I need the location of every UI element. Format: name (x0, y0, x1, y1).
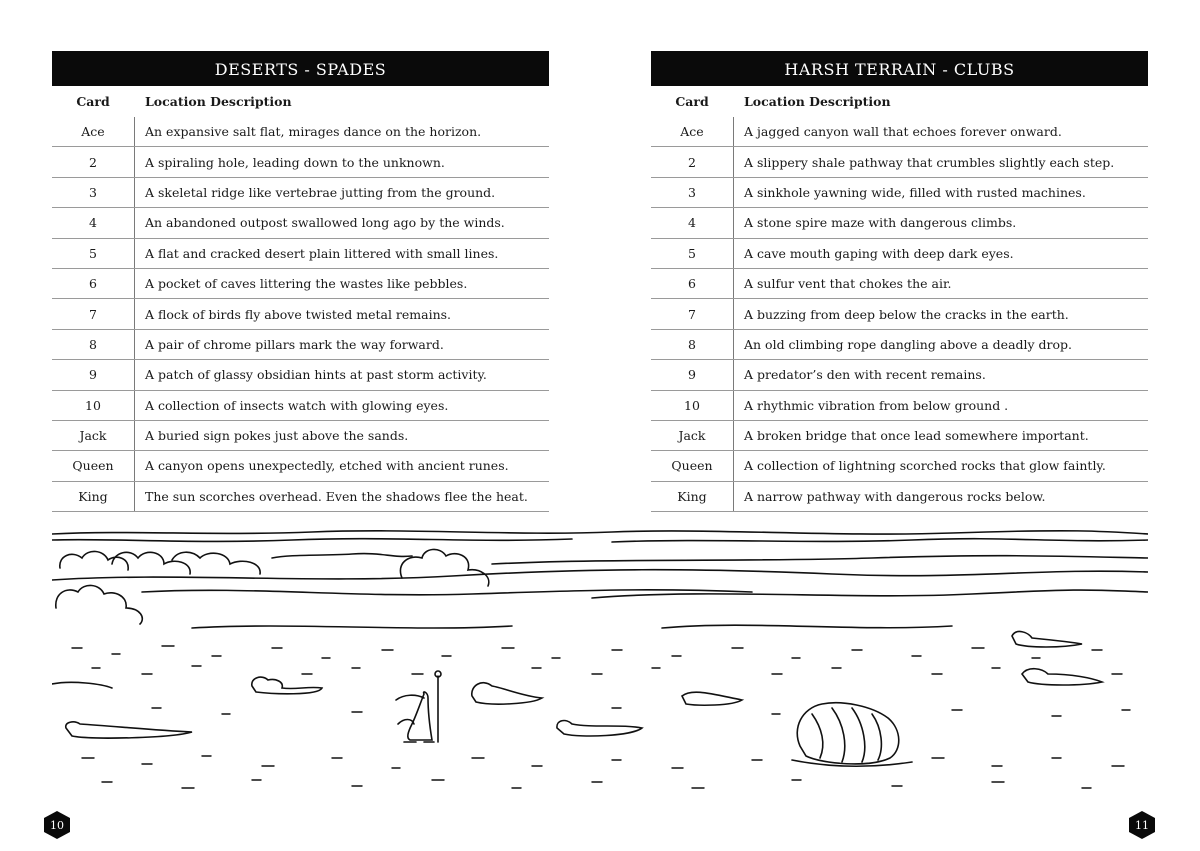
card-cell: King (651, 482, 734, 511)
description-cell: A pair of chrome pillars mark the way forward. (145, 336, 444, 352)
table-row (52, 117, 549, 147)
table-header-row (651, 86, 1148, 117)
card-cell: 3 (651, 178, 734, 207)
table-header-row (52, 86, 549, 117)
card-cell: 4 (52, 208, 135, 237)
card-cell: 7 (52, 299, 135, 328)
table-row (52, 391, 549, 421)
description-cell: A buried sign pokes just above the sands. (145, 428, 409, 444)
table-row (651, 208, 1148, 238)
description-cell: A broken bridge that once lead somewhere important. (744, 428, 1089, 444)
table-title: DESERTS - SPADES (52, 51, 549, 86)
table-row (651, 421, 1148, 451)
description-cell: A canyon opens unexpectedly, etched with ancient runes. (145, 458, 509, 474)
table-title: HARSH TERRAIN - CLUBS (651, 51, 1148, 86)
description-cell: A pocket of caves littering the wastes like pebbles. (145, 276, 468, 292)
table-row (651, 147, 1148, 177)
card-cell: 9 (651, 360, 734, 389)
table-row (651, 269, 1148, 299)
column-header-card: Card (76, 94, 110, 109)
description-cell: A rhythmic vibration from below ground . (744, 397, 1009, 413)
table-row (52, 147, 549, 177)
table-row (651, 360, 1148, 390)
table-body (651, 117, 1148, 512)
description-cell: A buzzing from deep below the cracks in the earth. (744, 306, 1069, 322)
harsh-terrain-clubs-table (651, 51, 1148, 512)
table-row (651, 299, 1148, 329)
description-cell: A flat and cracked desert plain littered with small lines. (145, 245, 499, 261)
description-cell: A slippery shale pathway that crumbles slightly each step. (744, 154, 1115, 170)
card-cell: Jack (651, 421, 734, 450)
description-cell: A flock of birds fly above twisted metal remains. (145, 306, 452, 322)
description-cell: A collection of insects watch with glowing eyes. (145, 397, 449, 413)
card-cell: 3 (52, 178, 135, 207)
deserts-spades-table (52, 51, 549, 512)
description-cell: A stone spire maze with dangerous climbs. (744, 215, 1017, 231)
table-row (651, 482, 1148, 512)
table-row (651, 451, 1148, 481)
card-cell: Ace (651, 117, 734, 146)
table-row (651, 391, 1148, 421)
card-cell: 2 (52, 147, 135, 176)
table-row (52, 239, 549, 269)
table-row (651, 239, 1148, 269)
table-row (52, 360, 549, 390)
description-cell: An expansive salt flat, mirages dance on the horizon. (145, 124, 482, 140)
page-number-text: 11 (1135, 818, 1149, 832)
table-row (52, 208, 549, 238)
card-cell: 10 (52, 391, 135, 420)
table-row (52, 269, 549, 299)
card-cell: Ace (52, 117, 135, 146)
card-cell: 4 (651, 208, 734, 237)
description-cell: A cave mouth gaping with deep dark eyes. (744, 245, 1014, 261)
table-row (52, 482, 549, 512)
description-cell: A sinkhole yawning wide, filled with rusted machines. (744, 184, 1086, 200)
table-row (52, 451, 549, 481)
description-cell: A skeletal ridge like vertebrae jutting from the ground. (145, 184, 496, 200)
card-cell: 6 (52, 269, 135, 298)
table-row (651, 178, 1148, 208)
table-row (651, 330, 1148, 360)
card-cell: 6 (651, 269, 734, 298)
desert-landscape-illustration (52, 528, 1148, 800)
page-number-text: 10 (50, 818, 64, 832)
table-row (651, 117, 1148, 147)
card-cell: King (52, 482, 135, 511)
description-cell: A collection of lightning scorched rocks that glow faintly. (744, 458, 1106, 474)
card-cell: 5 (651, 239, 734, 268)
card-cell: 10 (651, 391, 734, 420)
table-row (52, 330, 549, 360)
description-cell: A jagged canyon wall that echoes forever onward. (744, 124, 1062, 140)
page-number-right (1127, 810, 1157, 840)
card-cell: 8 (651, 330, 734, 359)
column-header-card: Card (675, 94, 709, 109)
table-row (52, 421, 549, 451)
description-cell: The sun scorches overhead. Even the shadows flee the heat. (145, 488, 528, 504)
description-cell: An old climbing rope dangling above a deadly drop. (744, 336, 1073, 352)
column-header-description: Location Description (744, 94, 891, 109)
card-cell: Queen (651, 451, 734, 480)
table-row (52, 299, 549, 329)
card-cell: 8 (52, 330, 135, 359)
description-cell: A patch of glassy obsidian hints at past storm activity. (145, 367, 487, 383)
description-cell: An abandoned outpost swallowed long ago by the winds. (145, 215, 505, 231)
description-cell: A sulfur vent that chokes the air. (744, 276, 952, 292)
page-number-left (42, 810, 72, 840)
table-body (52, 117, 549, 512)
card-cell: 7 (651, 299, 734, 328)
table-row (52, 178, 549, 208)
column-header-description: Location Description (145, 94, 292, 109)
description-cell: A predator’s den with recent remains. (744, 367, 986, 383)
description-cell: A spiraling hole, leading down to the unknown. (145, 154, 445, 170)
card-cell: 9 (52, 360, 135, 389)
card-cell: 2 (651, 147, 734, 176)
card-cell: Queen (52, 451, 135, 480)
description-cell: A narrow pathway with dangerous rocks below. (744, 488, 1046, 504)
card-cell: 5 (52, 239, 135, 268)
card-cell: Jack (52, 421, 135, 450)
